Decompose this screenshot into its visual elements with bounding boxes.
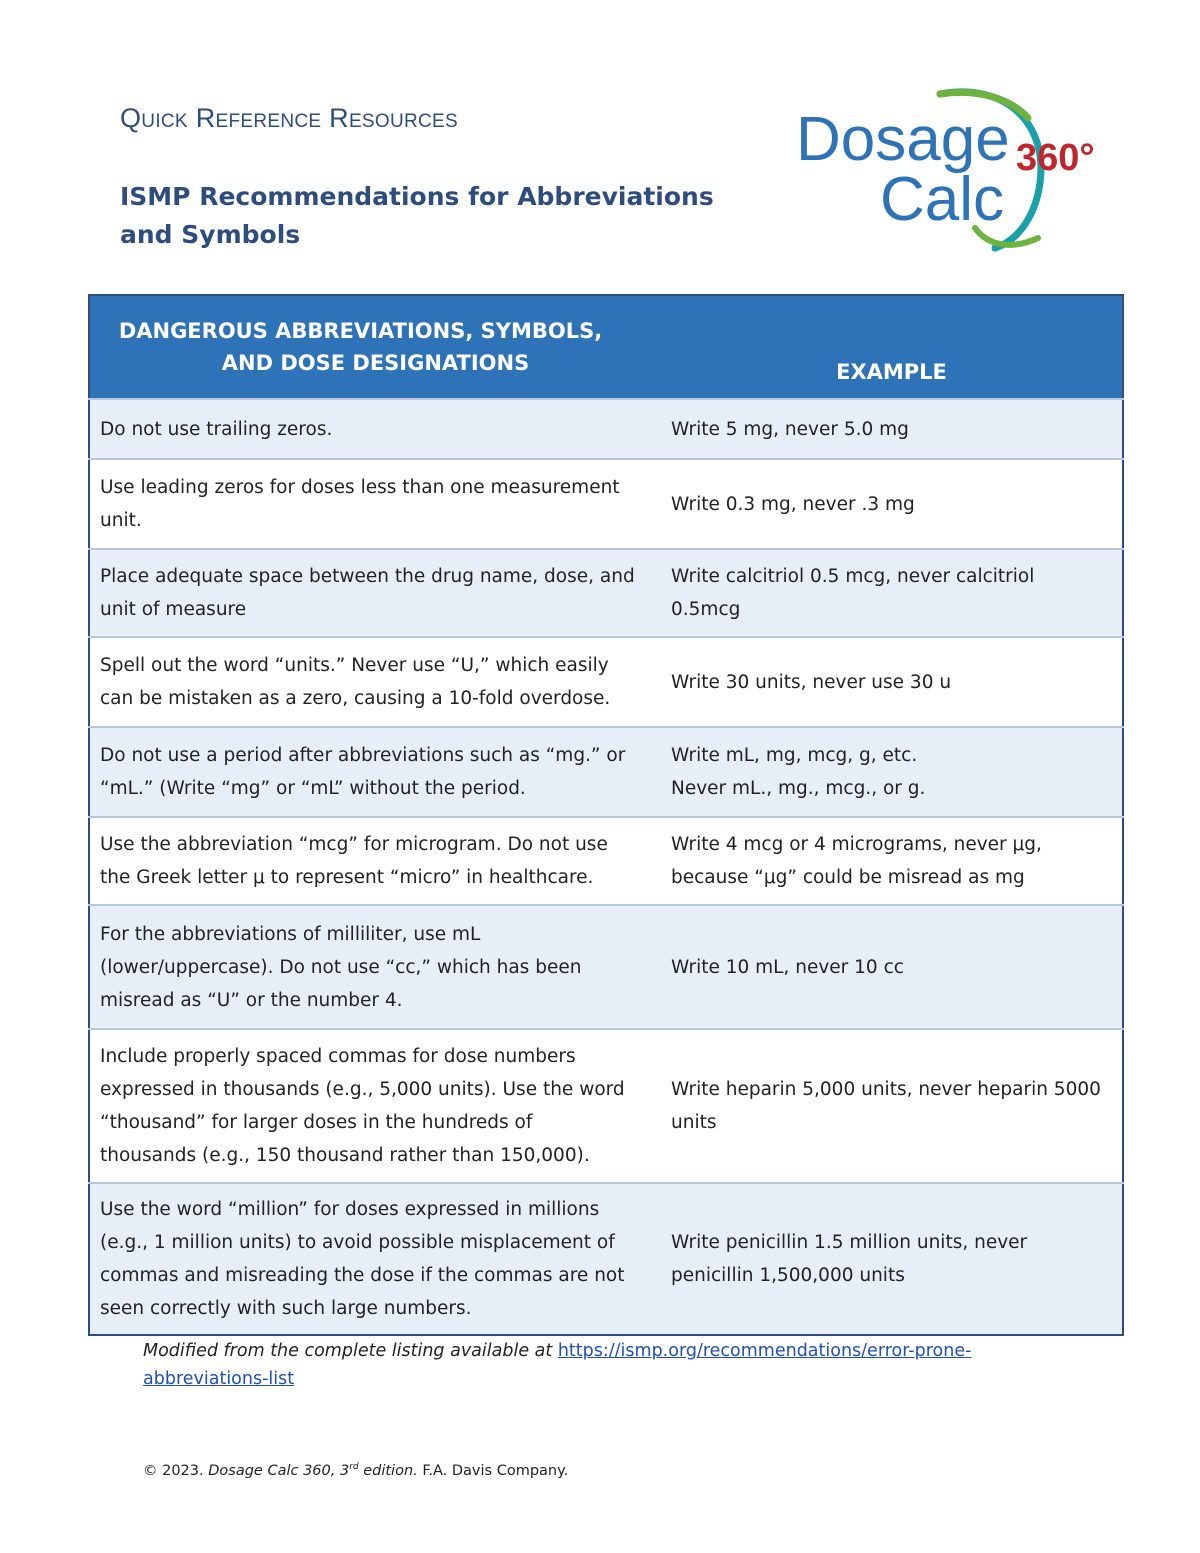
example-cell [661, 817, 1123, 905]
example-text-line: Write 30 units, never use 30 u [671, 671, 952, 693]
example-cell [661, 399, 1123, 459]
document-title [120, 178, 720, 254]
rule-text-line: commas and misreading the dose if the commas are not [100, 1265, 625, 1286]
rule-text-line: can be mistaken as a zero, causing a 10-fold overdose. [100, 688, 611, 709]
rule-text-line: misread as “U” or the number 4. [100, 989, 403, 1011]
logo-word-calc: Calc [880, 165, 1005, 234]
rule-text-line: (lower/uppercase). Do not use “cc,” which has been [100, 956, 582, 978]
column-header-abbreviations: DANGEROUS ABBREVIATIONS, SYMBOLS, AND DOSE DESIGNATIONS [89, 295, 661, 399]
document-title-line-2: and Symbols [120, 220, 301, 249]
example-cell [661, 1183, 1123, 1335]
rule-text-line: Place adequate space between the drug name, dose, and [100, 566, 635, 587]
rule-text-line: “mL.” (Write “mg” or “mL” without the period. [100, 778, 526, 799]
rule-text-line: Do not use a period after abbreviations such as “mg.” or [100, 745, 626, 766]
document-title-line-1: ISMP Recommendations for Abbreviations [120, 182, 714, 211]
rule-text-line: Use the word “million” for doses expressed in millions [100, 1199, 600, 1220]
example-text-line: Write penicillin 1.5 million units, never [671, 1232, 1028, 1253]
example-text-line: Write 0.3 mg, never .3 mg [671, 493, 915, 515]
source-footnote [143, 1337, 1043, 1393]
example-cell [661, 549, 1123, 637]
rule-cell [89, 1029, 661, 1183]
rule-text-line: expressed in thousands (e.g., 5,000 units). Use the word [100, 1079, 625, 1100]
logo-word-dosage: Dosage [796, 105, 1010, 174]
table-row [89, 1183, 1123, 1335]
example-text-line: because “μg” could be misread as mg [671, 867, 1025, 888]
rule-text-line: Do not use trailing zeros. [100, 418, 333, 440]
rule-text-line: “thousand” for larger doses in the hundreds of [100, 1112, 533, 1133]
table-header-row [89, 295, 1123, 399]
example-text-line: Write heparin 5,000 units, never heparin 5000 [671, 1079, 1101, 1100]
example-text-line: penicillin 1,500,000 units [671, 1265, 905, 1286]
table-row [89, 399, 1123, 459]
rule-text-line: Use the abbreviation “mcg” for microgram. Do not use [100, 834, 608, 855]
logo-badge-360: 360° [1016, 137, 1095, 179]
section-label: Quick Reference Resources [120, 103, 458, 133]
example-text-line: Write 4 mcg or 4 micrograms, never μg, [671, 834, 1042, 855]
rule-cell [89, 637, 661, 727]
table-row [89, 459, 1123, 549]
table-row [89, 637, 1123, 727]
rule-text-line: unit. [100, 510, 142, 531]
table-row [89, 905, 1123, 1029]
footnote-text: Modified from the complete listing available at [143, 1341, 558, 1361]
rule-cell [89, 399, 661, 459]
example-cell [661, 637, 1123, 727]
table-row [89, 727, 1123, 817]
rule-cell [89, 727, 661, 817]
rule-text-line: (e.g., 1 million units) to avoid possible misplacement of [100, 1232, 615, 1253]
column-header-example: EXAMPLE [661, 295, 1123, 399]
copyright-notice: © 2023. Dosage Calc 360, 3rd edition. F.A. Davis Company. [143, 1462, 569, 1479]
example-text-line: Write mL, mg, mcg, g, etc. [671, 745, 918, 766]
rule-cell [89, 817, 661, 905]
example-cell [661, 459, 1123, 549]
dosage-calc-360-logo [790, 88, 1120, 258]
example-text-line: Write 5 mg, never 5.0 mg [671, 418, 909, 440]
example-text-line: Write 10 mL, never 10 cc [671, 956, 904, 978]
ismp-source-link[interactable]: https://ismp.org/recommendations/error-prone- abbreviations-list [143, 1341, 972, 1389]
rule-text-line: Spell out the word “units.” Never use “U,” which easily [100, 655, 609, 676]
rule-text-line: For the abbreviations of milliliter, use mL [100, 923, 481, 945]
rule-text-line: seen correctly with such large numbers. [100, 1298, 472, 1319]
rule-text-line: the Greek letter μ to represent “micro” in healthcare. [100, 867, 594, 888]
table-row [89, 817, 1123, 905]
rule-text-line: unit of measure [100, 599, 247, 620]
example-text-line: Write calcitriol 0.5 mcg, never calcitriol [671, 566, 1035, 587]
rule-cell [89, 549, 661, 637]
rule-text-line: thousands (e.g., 150 thousand rather than 150,000). [100, 1145, 590, 1166]
example-cell [661, 727, 1123, 817]
example-text-line: units [671, 1112, 717, 1133]
rule-cell [89, 459, 661, 549]
rule-cell [89, 905, 661, 1029]
rule-text-line: Include properly spaced commas for dose numbers [100, 1046, 576, 1067]
abbreviations-table [88, 294, 1124, 1336]
example-text-line: 0.5mcg [671, 599, 741, 620]
example-text-line: Never mL., mg., mcg., or g. [671, 778, 926, 799]
table-row [89, 549, 1123, 637]
example-cell [661, 905, 1123, 1029]
example-cell [661, 1029, 1123, 1183]
rule-cell [89, 1183, 661, 1335]
rule-text-line: Use leading zeros for doses less than one measurement [100, 477, 620, 498]
table-row [89, 1029, 1123, 1183]
